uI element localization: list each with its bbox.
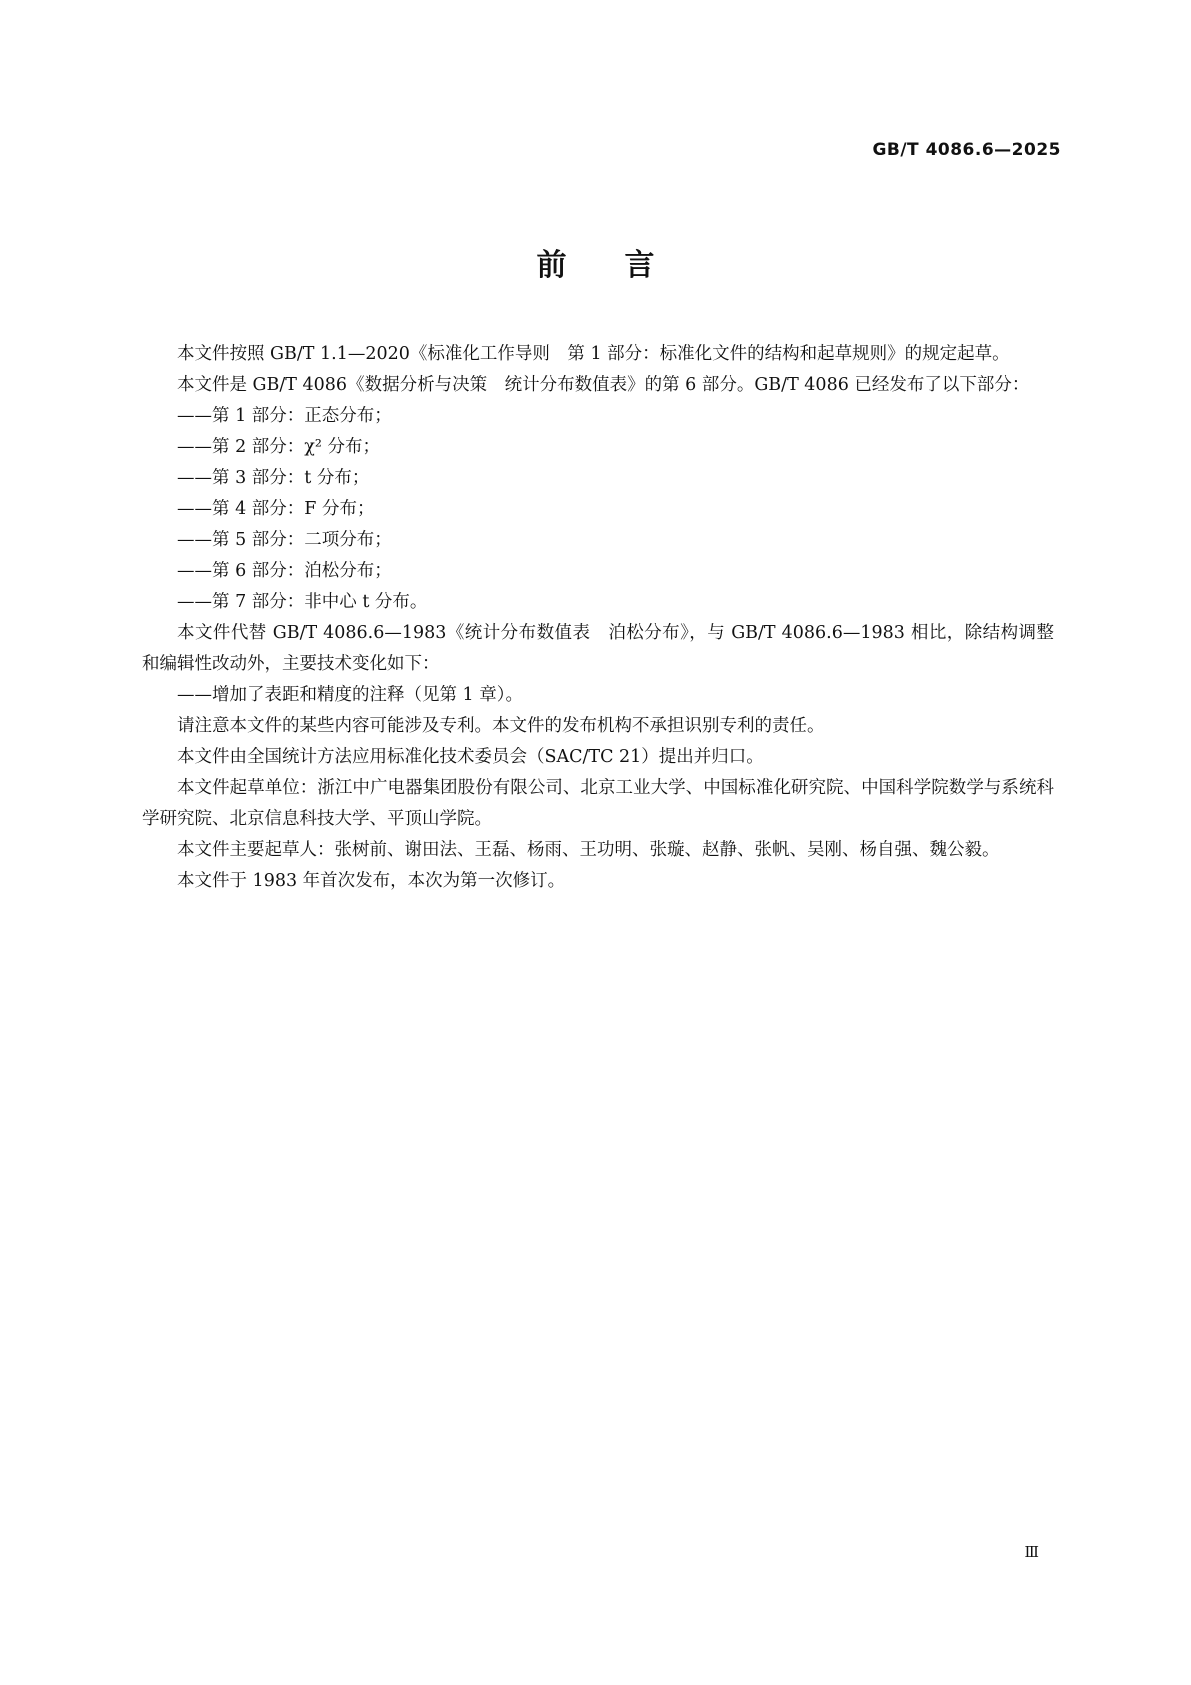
standard-code: GB/T 4086.6—2025 (872, 140, 1061, 160)
list-item-change: ——增加了表距和精度的注释（见第 1 章）。 (177, 685, 524, 705)
paragraph-patent-notice: 请注意本文件的某些内容可能涉及专利。本文件的发布机构不承担识别专利的责任。 (177, 716, 825, 736)
list-item-part: ——第 6 部分：泊松分布； (177, 561, 392, 581)
paragraph-history: 本文件于 1983 年首次发布，本次为第一次修订。 (177, 871, 566, 891)
paragraph-series-intro: 本文件是 GB/T 4086《数据分析与决策 统计分布数值表》的第 6 部分。GB/T 4086 已经发布了以下部分： (177, 375, 1030, 395)
paragraph-replaces: 本文件代替 GB/T 4086.6—1983《统计分布数值表 泊松分布》，与 GB/T 4086.6—1983 相比，除结构调整和编辑性改动外，主要技术变化如下： (142, 623, 1054, 674)
list-item-part: ——第 2 部分：χ² 分布； (177, 437, 380, 457)
list-item-part: ——第 3 部分：t 分布； (177, 468, 370, 488)
page-title: 前言 (536, 248, 713, 283)
paragraph-drafters: 本文件主要起草人：张树前、谢田法、王磊、杨雨、王功明、张璇、赵静、张帆、吴刚、杨自强、魏公毅。 (177, 840, 1000, 860)
paragraph-committee: 本文件由全国统计方法应用标准化技术委员会（SAC/TC 21）提出并归口。 (177, 747, 764, 767)
paragraph-drafting-rules: 本文件按照 GB/T 1.1—2020《标准化工作导则 第 1 部分：标准化文件的结构和起草规则》的规定起草。 (177, 344, 1010, 364)
list-item-part: ——第 1 部分：正态分布； (177, 406, 392, 426)
page-number: Ⅲ (1024, 1543, 1039, 1561)
paragraph-drafting-units: 本文件起草单位：浙江中广电器集团股份有限公司、北京工业大学、中国标准化研究院、中国科学院数学与系统科学研究院、北京信息科技大学、平顶山学院。 (142, 778, 1054, 829)
list-item-part: ——第 4 部分：F 分布； (177, 499, 375, 519)
list-item-part: ——第 5 部分：二项分布； (177, 530, 392, 550)
foreword-body (142, 339, 1054, 897)
list-item-part: ——第 7 部分：非中心 t 分布。 (177, 592, 428, 612)
